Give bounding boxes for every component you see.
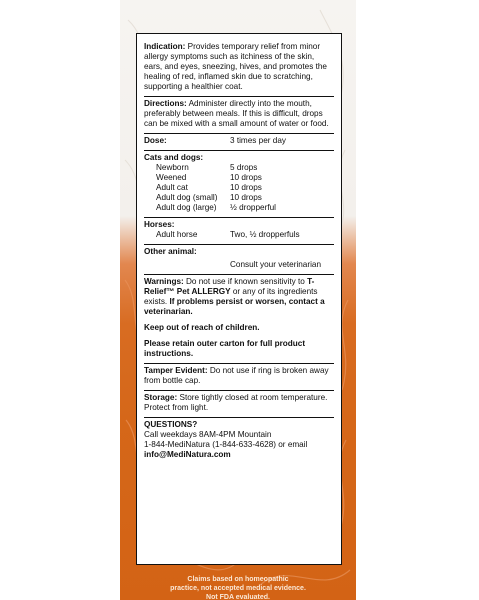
directions-text: Administer directly into the mouth, preferably between meals. If this is difficult, drops can be mixed with a small amount of water or food. (144, 99, 329, 128)
other-animal-label: Other animal: (144, 247, 197, 256)
dosage-row (156, 183, 334, 193)
dosage-row (156, 163, 334, 173)
horses-section (144, 218, 334, 245)
tamper-label: Tamper Evident: (144, 366, 208, 375)
dosage-amount: Two, ½ dropperfuls (230, 230, 300, 239)
dosage-name: Adult dog (small) (156, 193, 218, 202)
warnings-text: Do not use if known sensitivity to (186, 277, 305, 286)
keep-out-of-reach: Keep out of reach of children. (144, 323, 260, 332)
directions-label: Directions: (144, 99, 187, 108)
tamper-text: Do not use if ring is broken away from bottle cap. (144, 366, 329, 385)
indication-label: Indication: (144, 42, 186, 51)
storage-label: Storage: (144, 393, 178, 402)
dosage-amount: ½ dropperful (230, 203, 276, 212)
drug-facts-panel (136, 33, 342, 565)
dose-label: Dose: (144, 136, 167, 145)
warnings-text-2: or any of its ingredients exists. (144, 287, 318, 306)
other-animal-section (144, 245, 334, 275)
product-name: T-Relief™ Pet ALLERGY (144, 277, 315, 296)
dosage-name: Weened (156, 173, 187, 182)
retain-carton-note: Please retain outer carton for full product instructions. (144, 339, 306, 358)
disclaimer-line: Not FDA evaluated. (206, 594, 270, 600)
dose-value: 3 times per day (230, 136, 286, 145)
questions-section (144, 418, 334, 464)
cats-dogs-section (144, 151, 334, 218)
storage-text: Store tightly closed at room temperature. Protect from light. (144, 393, 328, 412)
dosage-amount: 10 drops (230, 173, 262, 182)
indication-text: Provides temporary relief from minor allergy symptoms such as itchiness of the skin, ears, and eyes, sneezing, hives, and promotes the healing of red, inflamed skin due to scratching, supporting a healthier coat. (144, 42, 327, 91)
dosage-name: Adult cat (156, 183, 188, 192)
questions-label: QUESTIONS? (144, 420, 198, 429)
dosage-name: Adult dog (large) (156, 203, 217, 212)
warnings-section (144, 275, 334, 364)
dosage-amount: 10 drops (230, 193, 262, 202)
tamper-section (144, 364, 334, 391)
fda-disclaimer (120, 575, 356, 600)
storage-section (144, 391, 334, 418)
questions-hours: Call weekdays 8AM-4PM Mountain (144, 430, 272, 439)
other-animal-value: Consult your veterinarian (230, 260, 322, 269)
warnings-label: Warnings: (144, 277, 184, 286)
indication-section (144, 40, 334, 97)
dosage-name: Adult horse (156, 230, 198, 239)
dosage-amount: 10 drops (230, 183, 262, 192)
contact-email: info@MediNatura.com (144, 450, 231, 459)
dosage-row (156, 230, 334, 240)
dosage-row (156, 173, 334, 183)
horses-label: Horses: (144, 220, 175, 229)
dosage-name: Newborn (156, 163, 189, 172)
disclaimer-line: practice, not accepted medical evidence. (170, 585, 306, 592)
dosage-amount: 5 drops (230, 163, 258, 172)
questions-phone: 1-844-MediNatura (1-844-633-4628) or email (144, 440, 308, 449)
dosage-row (156, 203, 334, 213)
product-carton (120, 0, 356, 600)
cats-dogs-label: Cats and dogs: (144, 153, 204, 162)
dosage-row (156, 193, 334, 203)
dose-section (144, 134, 334, 151)
warnings-bold-text: If problems persist or worsen, contact a veterinarian. (144, 297, 325, 316)
directions-section (144, 97, 334, 134)
disclaimer-line: Claims based on homeopathic (187, 576, 289, 583)
